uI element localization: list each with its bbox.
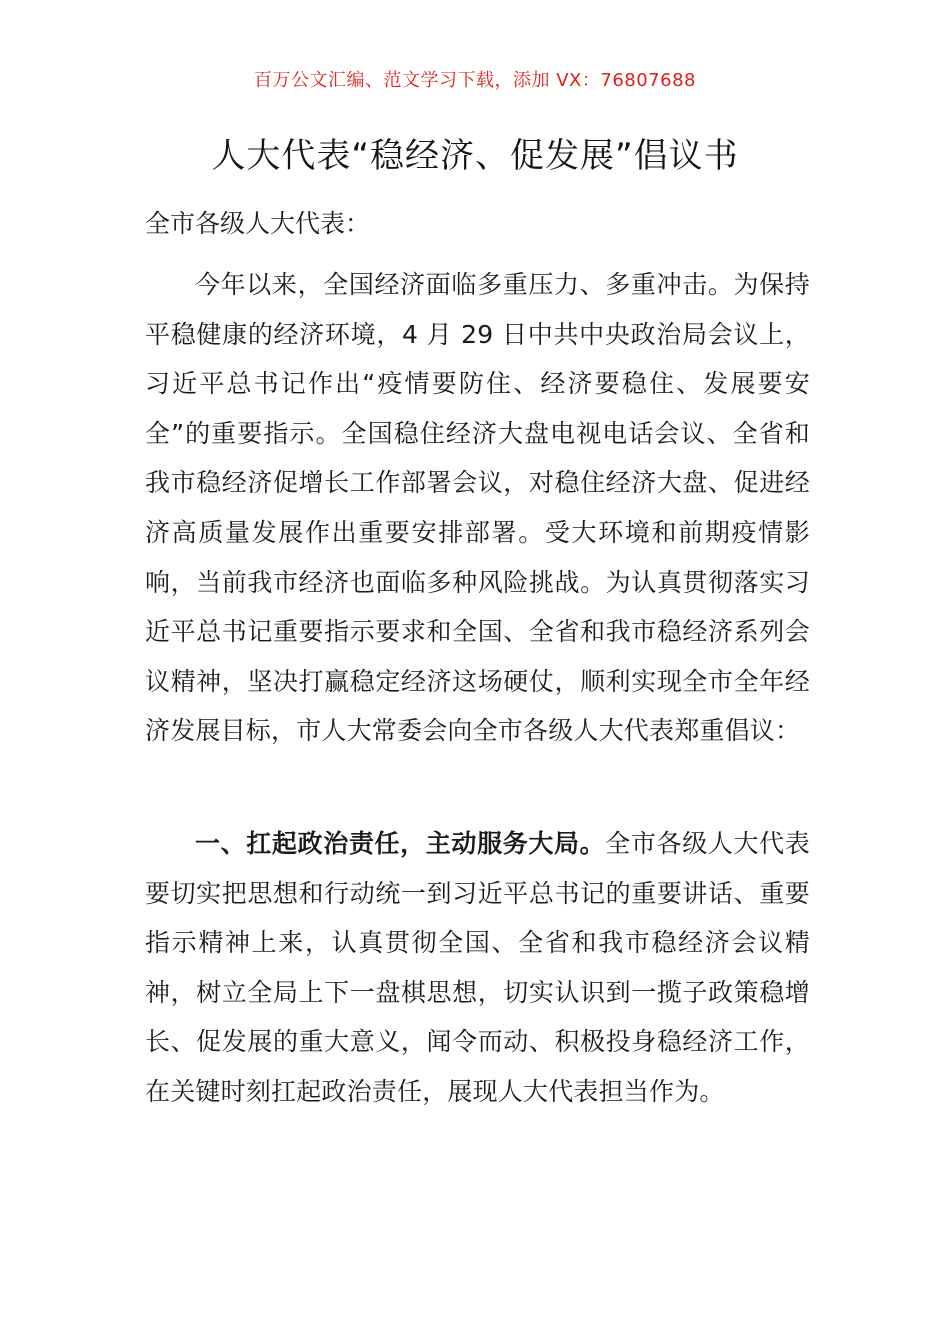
paragraph-intro-text: 今年以来，全国经济面临多重压力、多重冲击。为保持平稳健康的经济环境，4 月 29 日中共中央政治局会议上，习近平总书记作出“疫情要防住、经济要稳住、发展要安全”的重要指示。全国稳住经济大盘电视电话会议、全省和我市稳经济促增长工作部署会议，对稳住经济大盘、促进经济高质量发展作出重要安排部署。受大环境和前期疫情影响，当前我市经济也面临多种风险挑战。为认真贯彻落实习近平总书记重要指示要求和全国、全省和我市稳经济系列会议精神，坚决打赢稳定经济这场硬仗，顺利实现全市全年经济发展目标，市人大常委会向全市各级人大代表郑重倡议： — [145, 270, 810, 746]
paragraph-section-1 — [145, 819, 810, 1117]
document-title: 人大代表“稳经济、促发展”倡议书 — [211, 136, 739, 176]
header-watermark-note: 百万公文汇编、范文学习下载，添加 VX：76807688 — [254, 70, 696, 91]
section-1-heading: 一、扛起政治责任，主动服务大局。 — [195, 829, 606, 858]
salutation: 全市各级人大代表： — [145, 209, 371, 238]
paragraph-intro — [145, 260, 810, 756]
section-1-text: 全市各级人大代表要切实把思想和行动统一到习近平总书记的重要讲话、重要指示精神上来，认真贯彻全国、全省和我市稳经济会议精神，树立全局上下一盘棋思想，切实认识到一揽子政策稳增长、促发展的重大意义，闻令而动、积极投身稳经济工作，在关键时刻扛起政治责任，展现人大代表担当作为。 — [145, 829, 810, 1106]
